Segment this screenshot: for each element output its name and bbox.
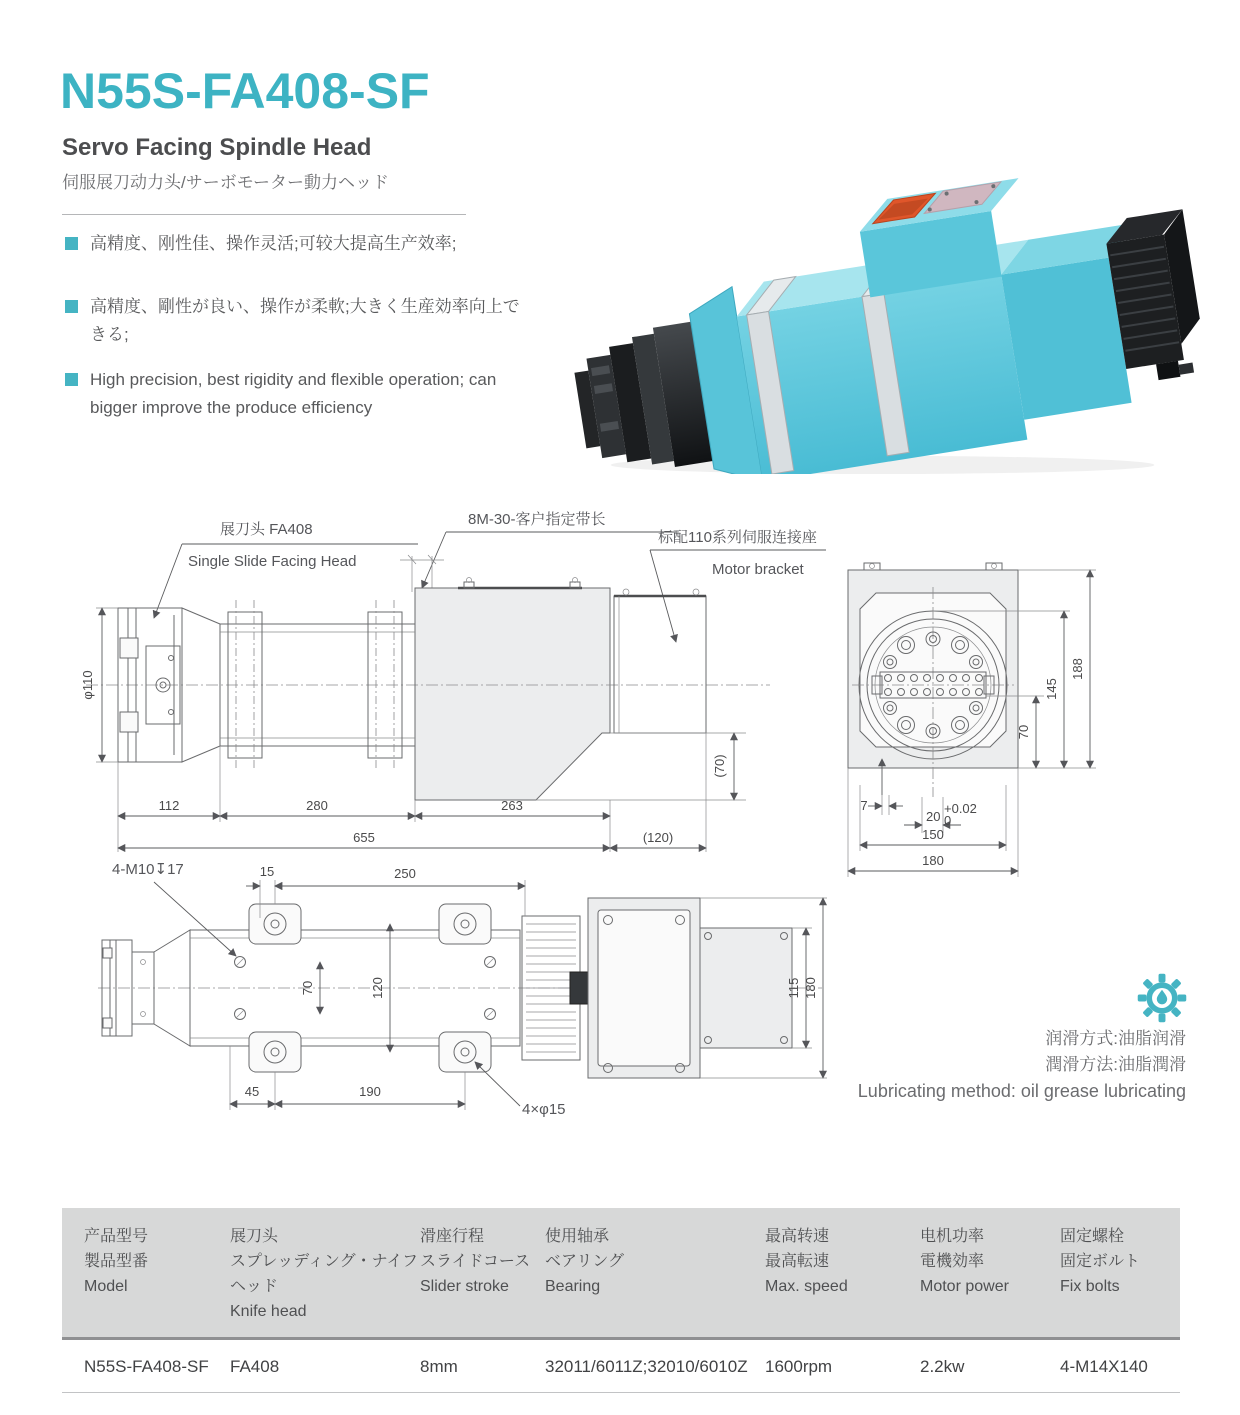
label-thread-spec: 4-M10↧17 xyxy=(112,861,184,878)
feature-item xyxy=(62,230,532,258)
end-view-drawing xyxy=(838,545,1118,890)
plan-view-outline xyxy=(98,898,822,1078)
cell-bearing: 32011/6011Z;32010/6010Z xyxy=(545,1357,748,1376)
belt-width-ticks xyxy=(400,555,444,592)
page-title: N55S-FA408-SF xyxy=(60,63,430,119)
column-header-bearing: 使用轴承 ベアリング Bearing xyxy=(545,1228,625,1295)
dim-112: 112 xyxy=(158,798,180,813)
column-header-model: 产品型号 製品型番 Model xyxy=(84,1228,149,1295)
feature-text: 高精度、剛性が良い、操作が柔軟;大きく生産効率向上できる; xyxy=(90,297,520,344)
dim-188: 188 xyxy=(1070,658,1085,680)
dim-120p: 120 xyxy=(370,977,385,999)
dim-150: 150 xyxy=(922,827,944,842)
cell-max-speed: 1600rpm xyxy=(765,1357,833,1376)
dim-180: 180 xyxy=(922,853,944,868)
side-label-belt: 8M-30-客户指定带长 xyxy=(468,511,606,528)
dim-dia110: φ110 xyxy=(80,670,95,700)
column-header-max-speed: 最高转速 最高転速 Max. speed xyxy=(765,1228,848,1295)
bullet-square-icon xyxy=(65,237,78,250)
lubrication-line-en: Lubricating method: oil grease lubricating xyxy=(857,1081,1186,1101)
cell-slider-stroke: 8mm xyxy=(420,1357,458,1376)
dim-70: 70 xyxy=(1016,724,1031,740)
dim-250: 250 xyxy=(394,866,416,881)
spec-table-header xyxy=(62,1208,1180,1340)
dim-70p: 70 xyxy=(300,980,315,996)
subtitle-english: Servo Facing Spindle Head xyxy=(62,134,372,161)
feature-item xyxy=(62,293,532,349)
spec-table xyxy=(62,1208,1180,1393)
dim-190: 190 xyxy=(359,1084,381,1099)
side-label-bracket-cn: 标配110系列伺服连接座 xyxy=(658,529,817,546)
dim-45: 45 xyxy=(244,1084,260,1099)
column-header-knife-head: 展刀头 スプレッディング・ナイフヘッド Knife head xyxy=(230,1228,419,1320)
header-divider xyxy=(62,214,466,215)
dim-280: 280 xyxy=(306,798,328,813)
cell-model: N55S-FA408-SF xyxy=(84,1357,209,1376)
side-view-drawing xyxy=(70,500,830,860)
cell-fix-bolts: 4-M14X140 xyxy=(1060,1357,1148,1376)
dim-20: 20 xyxy=(926,809,941,824)
column-header-slider-stroke: 滑座行程 スライドコース Slider stroke xyxy=(420,1228,531,1295)
spindle-head-illustration xyxy=(555,172,1200,474)
column-header-motor-power: 电机功率 電機効率 Motor power xyxy=(920,1228,1009,1295)
column-header-fix-bolts: 固定螺栓 固定ボルト Fix bolts xyxy=(1060,1228,1141,1295)
subtitle-cjk: 伺服展刀动力头/サーボモーター動力ヘッド xyxy=(62,173,390,192)
feature-text: 高精度、刚性佳、操作灵活;可较大提高生产效率; xyxy=(90,234,457,253)
lubrication-line-cn: 润滑方式:油脂润滑 xyxy=(1045,1029,1186,1048)
label-holes-spec: 4×φ15 xyxy=(522,1101,566,1118)
side-label-bracket-en: Motor bracket xyxy=(712,561,804,578)
product-photo xyxy=(545,172,1200,474)
dim-180p: 180 xyxy=(803,977,818,999)
side-label-facing-head-en: Single Slide Facing Head xyxy=(188,553,357,570)
cell-motor-power: 2.2kw xyxy=(920,1357,965,1376)
table-row xyxy=(62,1340,1180,1393)
lubrication-note xyxy=(820,1026,1186,1104)
dim-20-tol-lower: 0 xyxy=(944,813,952,828)
plan-view-drawing xyxy=(90,858,830,1128)
dim-20-tol-upper: +0.02 xyxy=(944,801,977,816)
dim-145: 145 xyxy=(1044,678,1059,700)
bullet-square-icon xyxy=(65,300,78,313)
side-label-facing-head-cn: 展刀头 FA408 xyxy=(220,521,313,538)
dim-655: 655 xyxy=(353,830,375,845)
dim-115: 115 xyxy=(786,977,801,999)
feature-text: High precision, best rigidity and flexible operation; can bigger improve the produce efficiency xyxy=(90,370,497,417)
dim-15: 15 xyxy=(259,864,275,879)
dim-120: (120) xyxy=(642,830,674,845)
cell-knife-head: FA408 xyxy=(230,1357,280,1376)
dim-7: 7 xyxy=(860,798,868,813)
dim-263: 263 xyxy=(501,798,523,813)
feature-item xyxy=(62,366,532,422)
bullet-square-icon xyxy=(65,373,78,386)
lubrication-line-jp: 潤滑方法:油脂潤滑 xyxy=(1045,1055,1186,1074)
dim-70h: (70) xyxy=(712,754,727,778)
lubrication-gear-icon xyxy=(1136,972,1188,1024)
side-view-dimensions xyxy=(80,608,746,852)
end-view-outline xyxy=(848,563,1018,797)
